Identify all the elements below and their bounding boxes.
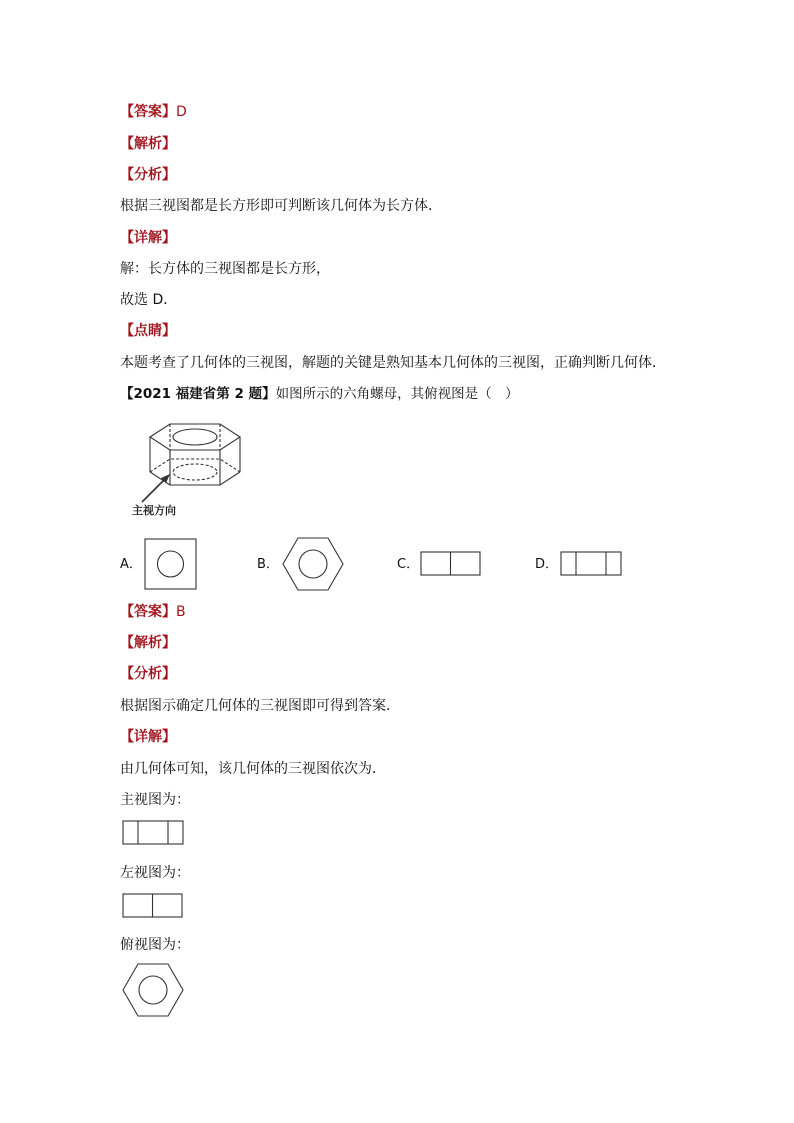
comment-text: 本题考查了几何体的三视图，解题的关键是熟知基本几何体的三视图，正确判断几何体． <box>120 355 666 371</box>
option-b-label: B． <box>257 557 279 572</box>
detail-tag: 【详解】 <box>120 230 176 246</box>
option-a-figure <box>144 538 198 590</box>
detail-line-1: 解：长方体的三视图都是长方形， <box>120 261 330 277</box>
answer-value: D <box>176 104 187 120</box>
question-source: 【2021 福建省第 2 题】 <box>120 386 276 402</box>
top-view-shape <box>121 962 185 1018</box>
option-a-label: A． <box>120 557 142 572</box>
comment-tag: 【点睛】 <box>120 323 176 339</box>
answer-line-1 <box>120 103 187 121</box>
answer-line-2 <box>120 603 186 621</box>
detail-line-2: 故选 D． <box>120 292 178 308</box>
option-c-label: C． <box>397 557 420 572</box>
top-view-figure <box>121 962 185 1018</box>
top-view-label: 俯视图为： <box>120 937 190 953</box>
hex-nut-figure <box>128 418 258 522</box>
question-line <box>120 385 519 403</box>
front-view-shape <box>122 820 186 846</box>
fenxi-text: 根据三视图都是长方形即可判断该几何体为长方体． <box>120 198 442 214</box>
figure-caption: 主视方向 <box>132 504 176 517</box>
fenxi-tag-2: 【分析】 <box>120 666 176 682</box>
question-text: 如图所示的六角螺母，其俯视图是（ ） <box>275 386 519 402</box>
square-with-circle-shape <box>144 538 198 590</box>
fenxi-tag: 【分析】 <box>120 167 176 183</box>
option-b-figure <box>281 536 345 592</box>
left-view-shape <box>122 893 184 919</box>
detail-tag-2: 【详解】 <box>120 729 176 745</box>
detail-line-2-1: 由几何体可知，该几何体的三视图依次为． <box>120 761 386 777</box>
analysis-tag: 【解析】 <box>120 136 176 152</box>
left-view-label: 左视图为： <box>120 865 190 881</box>
front-view-label: 主视图为： <box>120 792 190 808</box>
front-view-figure <box>122 820 186 846</box>
analysis-tag-2: 【解析】 <box>120 635 176 651</box>
left-view-figure <box>122 893 184 919</box>
option-c-figure <box>420 551 482 577</box>
rectangle-three-part-shape <box>560 551 624 577</box>
rectangle-two-part-shape <box>420 551 482 577</box>
answer-value-2: B <box>176 604 186 620</box>
option-d-label: D． <box>535 557 559 572</box>
option-d-figure <box>560 551 624 577</box>
answer-tag: 【答案】 <box>120 104 176 120</box>
answer-tag-2: 【答案】 <box>120 604 176 620</box>
hexagon-with-circle-shape <box>281 536 345 592</box>
fenxi-text-2: 根据图示确定几何体的三视图即可得到答案． <box>120 698 400 714</box>
